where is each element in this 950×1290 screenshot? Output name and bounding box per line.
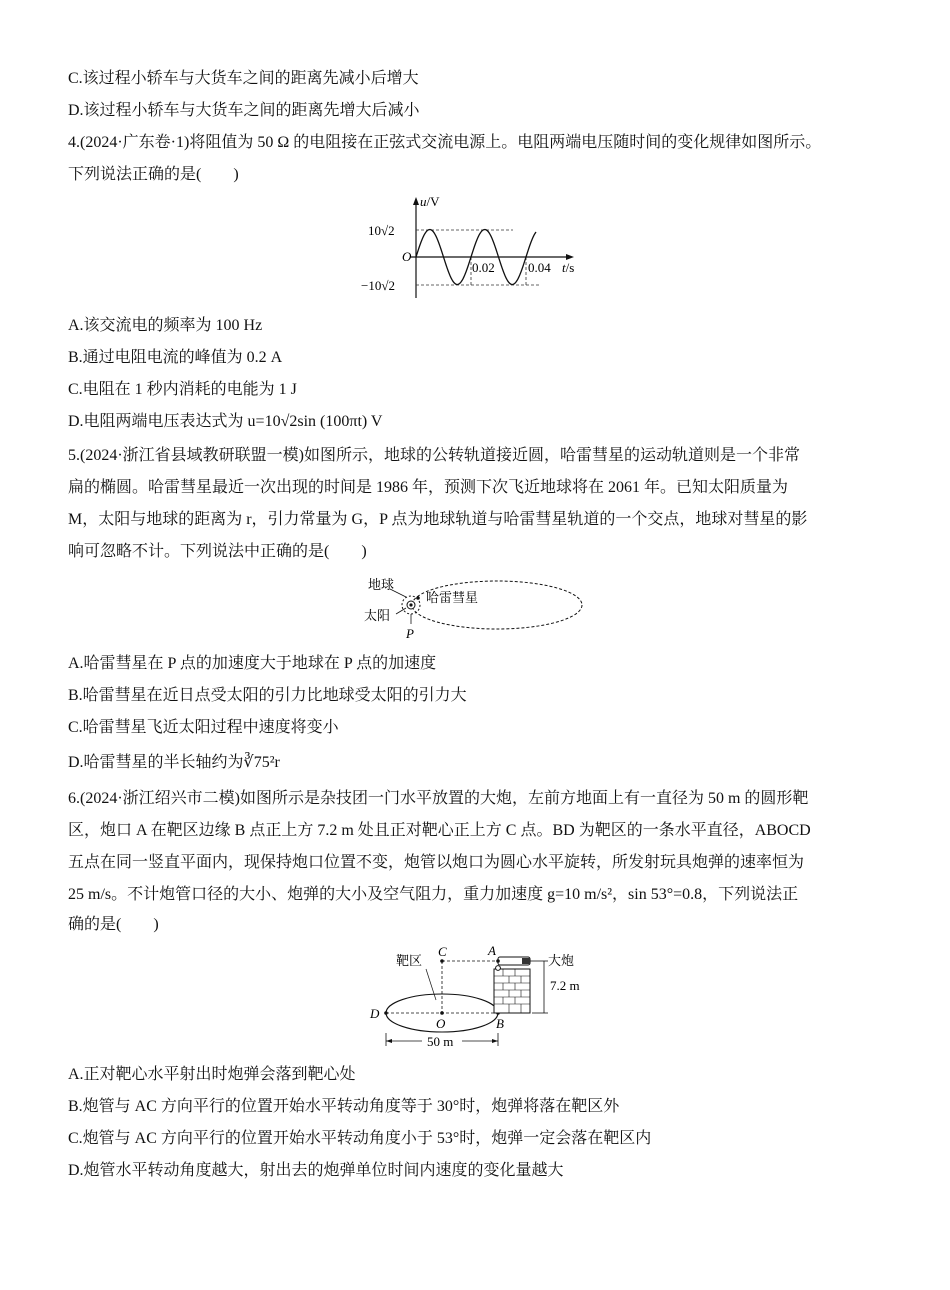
height-label: 7.2 m: [550, 978, 580, 993]
q6-option-a: A.正对靶心水平射出时炮弹会落到靶心处: [68, 1066, 356, 1083]
q4-option-a: A.该交流电的频率为 100 Hz: [68, 317, 263, 334]
q6-option-b: B.炮管与 AC 方向平行的位置开始水平转动角度等于 30°时，炮弹将落在靶区外: [68, 1098, 620, 1115]
target-leader: [426, 969, 436, 1000]
q6-stem-line1: 6.(2024·浙江绍兴市二模)如图所示是杂技团一门水平放置的大炮，左前方地面上有一直径为 50 m 的圆形靶: [68, 790, 809, 807]
q4-stem-line2: 下列说法正确的是( ): [68, 166, 239, 183]
q4-option-b: B.通过电阻电流的峰值为 0.2 A: [68, 349, 283, 366]
width-label: 50 m: [427, 1034, 454, 1049]
cannon-label: 大炮: [548, 953, 575, 968]
label-a: A: [488, 944, 496, 958]
brick-wall: [494, 969, 530, 1013]
point-c: [440, 959, 444, 963]
q6-stem-line2: 区，炮口 A 在靶区边缘 B 点正上方 7.2 m 处且正对靶心正上方 C 点。BD 为靶区的一条水平直径，ABOCD: [68, 822, 811, 839]
q6-option-d: D.炮管水平转动角度越大，射出去的炮弹单位时间内速度的变化量越大: [68, 1162, 564, 1179]
q4-stem-line1: 4.(2024·广东卷·1)将阻值为 50 Ω 的电阻接在正弦式交流电源上。电阻两端电压随时间的变化规律如图所示。: [68, 134, 822, 151]
x-axis-label: t/s: [562, 260, 575, 275]
q6-figure-svg: [362, 944, 592, 1052]
label-c: C: [438, 944, 447, 959]
point-o: [440, 1011, 444, 1015]
q5-orbit-figure: [360, 572, 590, 644]
q5-option-b: B.哈雷彗星在近日点受太阳的引力比地球受太阳的引力大: [68, 687, 467, 704]
q6-stem-line4: 25 m/s。不计炮管口径的大小、炮弹的大小及空气阻力，重力加速度 g=10 m/s²，sin 53°=0.8，下列说法正: [68, 886, 799, 903]
p-point-label: P: [406, 626, 414, 641]
q4-option-d: D.电阻两端电压表达式为 u=10√2sin (100πt) V: [68, 413, 383, 430]
cannon-breech: [522, 958, 530, 964]
q6-cannon-figure: [362, 944, 592, 1052]
pos-peak-label: 10√2: [368, 223, 395, 238]
point-d: [384, 1011, 388, 1015]
y-axis-arrow: [413, 197, 419, 205]
earth-icon: [416, 596, 420, 600]
q5-figure-svg: [360, 572, 590, 644]
q5-stem-line4: 响可忽略不计。下列说法中正确的是( ): [68, 543, 367, 560]
cannon-wheel: [496, 966, 501, 971]
sun-core: [409, 603, 412, 606]
q3-option-c: C.该过程小轿车与大货车之间的距离先减小后增大: [68, 70, 419, 87]
q4-graph-svg: [360, 192, 600, 300]
comet-label: 哈雷彗星: [426, 590, 479, 605]
sun-label: 太阳: [364, 608, 391, 623]
q6-option-c: C.炮管与 AC 方向平行的位置开始水平转动角度小于 53°时，炮弹一定会落在靶区内: [68, 1130, 652, 1147]
comet-orbit: [412, 581, 582, 629]
neg-peak-label: −10√2: [361, 278, 395, 293]
q5-stem-line3: M，太阳与地球的距离为 r，引力常量为 G，P 点为地球轨道与哈雷彗星轨道的一个交点，地球对彗星的影: [68, 511, 808, 528]
q5-stem-line2: 扁的椭圆。哈雷彗星最近一次出现的时间是 1986 年，预测下次飞近地球将在 2061 年。已知太阳质量为: [68, 479, 789, 496]
q6-stem-line3: 五点在同一竖直平面内，现保持炮口位置不变，炮管以炮口为圆心水平旋转，所发射玩具炮弹的速率恒为: [68, 854, 805, 871]
width-arrow-right: [492, 1039, 498, 1043]
width-arrow-left: [386, 1039, 392, 1043]
target-label: 靶区: [396, 953, 423, 968]
q5-option-d: D.哈雷彗星的半长轴约为∛75²r: [68, 754, 280, 771]
tick1-label: 0.02: [472, 260, 495, 275]
tick2-label: 0.04: [528, 260, 551, 275]
q6-stem-line5: 确的是( ): [68, 916, 159, 933]
point-a: [496, 959, 500, 963]
label-d: D: [370, 1006, 380, 1021]
y-axis-label: u/V: [420, 194, 440, 209]
label-o: O: [436, 1016, 446, 1031]
q5-option-a: A.哈雷彗星在 P 点的加速度大于地球在 P 点的加速度: [68, 655, 437, 672]
q5-stem-line1: 5.(2024·浙江省县域教研联盟一模)如图所示，地球的公转轨道接近圆，哈雷彗星的运动轨道则是一个非常: [68, 447, 800, 464]
q4-option-c: C.电阻在 1 秒内消耗的电能为 1 J: [68, 381, 297, 398]
origin-label: O: [402, 249, 412, 264]
earth-label: 地球: [368, 577, 395, 592]
label-b: B: [496, 1016, 504, 1031]
q5-option-c: C.哈雷彗星飞近太阳过程中速度将变小: [68, 719, 339, 736]
q4-voltage-graph: [360, 192, 600, 300]
q3-option-d: D.该过程小轿车与大货车之间的距离先增大后减小: [68, 102, 420, 119]
